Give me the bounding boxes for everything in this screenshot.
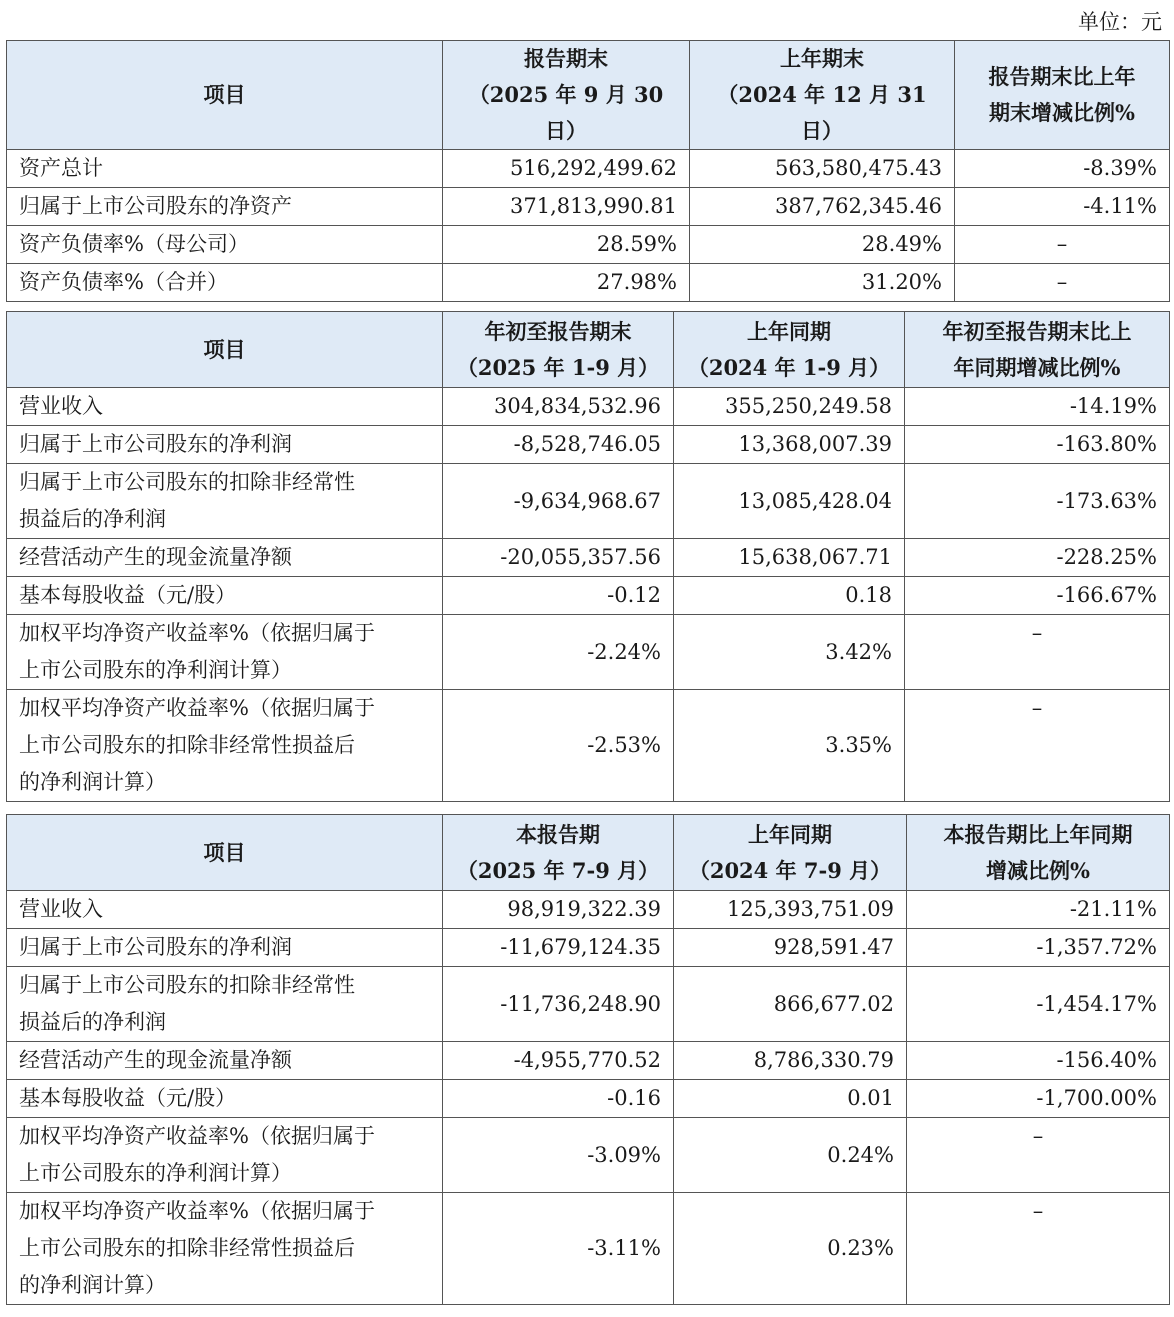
table-row: 归属于上市公司股东的扣除非经常性 损益后的净利润 -11,736,248.90 866,677.02 -1,454.17%: [7, 967, 1170, 1042]
header-col2: 上年同期 （2024 年 7-9 月）: [674, 815, 907, 891]
table-row: 归属于上市公司股东的净利润 -8,528,746.05 13,368,007.39 -163.80%: [7, 426, 1170, 464]
header-item: 项目: [7, 312, 443, 388]
table-row: 经营活动产生的现金流量净额 -20,055,357.56 15,638,067.71 -228.25%: [7, 539, 1170, 577]
table-row: 加权平均净资产收益率%（依据归属于 上市公司股东的净利润计算） -3.09% 0.24% –: [7, 1118, 1170, 1193]
table-quarter-results: [6, 814, 1170, 1305]
header-col2: 上年期末 （2024 年 12 月 31 日）: [690, 41, 955, 150]
header-col3: 年初至报告期末比上 年同期增减比例%: [905, 312, 1170, 388]
table-row: 归属于上市公司股东的扣除非经常性 损益后的净利润 -9,634,968.67 13,085,428.04 -173.63%: [7, 464, 1170, 539]
header-item: 项目: [7, 41, 443, 150]
table-row: 归属于上市公司股东的净利润 -11,679,124.35 928,591.47 -1,357.72%: [7, 929, 1170, 967]
header-col3: 本报告期比上年同期 增减比例%: [907, 815, 1170, 891]
header-col2: 上年同期 （2024 年 1-9 月）: [674, 312, 905, 388]
table-row: 资产总计 516,292,499.62 563,580,475.43 -8.39%: [7, 150, 1170, 188]
header-col1: 年初至报告期末 （2025 年 1-9 月）: [443, 312, 674, 388]
header-col3: 报告期末比上年 期末增减比例%: [955, 41, 1170, 150]
table-balance-summary: [6, 40, 1170, 302]
table-row: 基本每股收益（元/股） -0.12 0.18 -166.67%: [7, 577, 1170, 615]
table-row: 加权平均净资产收益率%（依据归属于 上市公司股东的扣除非经常性损益后 的净利润计算） -2.53% 3.35% –: [7, 690, 1170, 802]
table-row: 营业收入 304,834,532.96 355,250,249.58 -14.19%: [7, 388, 1170, 426]
table-row: 资产负债率%（合并） 27.98% 31.20% –: [7, 264, 1170, 302]
table-row: 加权平均净资产收益率%（依据归属于 上市公司股东的扣除非经常性损益后 的净利润计算） -3.11% 0.23% –: [7, 1193, 1170, 1305]
table-row: 加权平均净资产收益率%（依据归属于 上市公司股东的净利润计算） -2.24% 3.42% –: [7, 615, 1170, 690]
table-row: 归属于上市公司股东的净资产 371,813,990.81 387,762,345.46 -4.11%: [7, 188, 1170, 226]
header-item: 项目: [7, 815, 443, 891]
table-row: 资产负债率%（母公司） 28.59% 28.49% –: [7, 226, 1170, 264]
table-ytd-results: [6, 311, 1170, 802]
header-col1: 报告期末 （2025 年 9 月 30 日）: [443, 41, 690, 150]
unit-label: 单位：元: [1078, 10, 1162, 34]
table-row: 经营活动产生的现金流量净额 -4,955,770.52 8,786,330.79 -156.40%: [7, 1042, 1170, 1080]
table-row: 基本每股收益（元/股） -0.16 0.01 -1,700.00%: [7, 1080, 1170, 1118]
table-row: 营业收入 98,919,322.39 125,393,751.09 -21.11%: [7, 891, 1170, 929]
header-col1: 本报告期 （2025 年 7-9 月）: [443, 815, 674, 891]
